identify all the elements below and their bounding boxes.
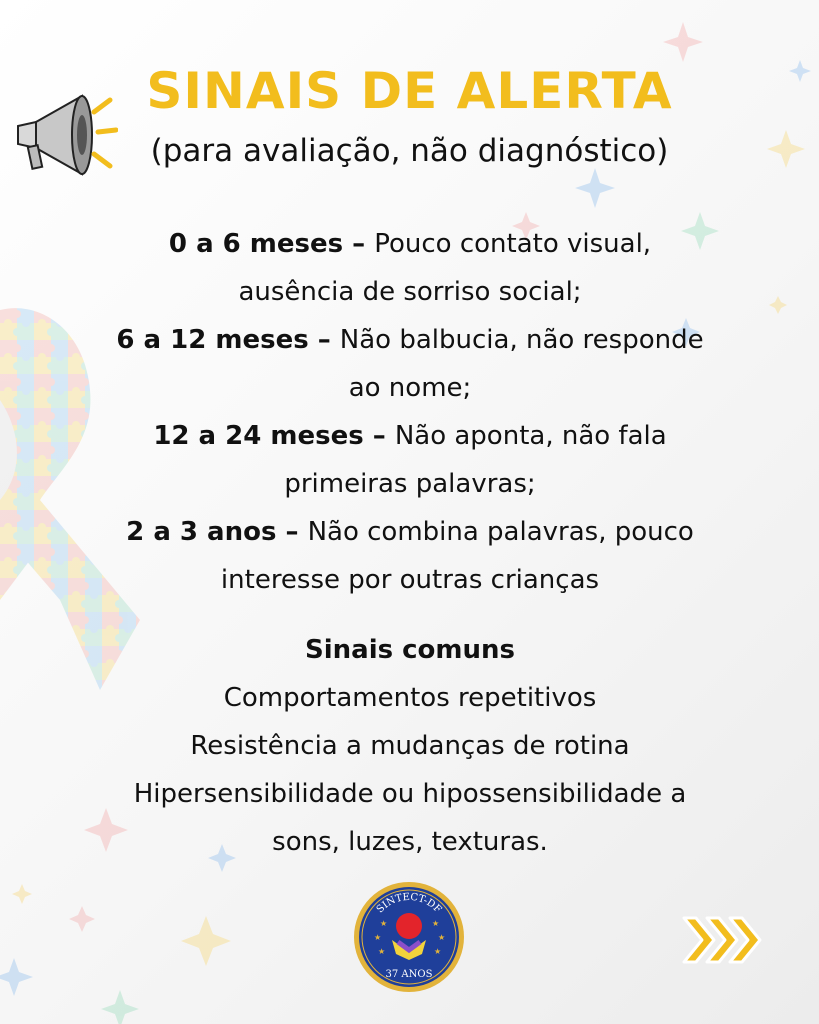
common-sign-line: Hipersensibilidade ou hipossensibilidade a: [133, 779, 687, 809]
milestone-item: [60, 316, 760, 412]
svg-text:★: ★: [380, 919, 388, 928]
milestone-text-cont: ao nome;: [348, 373, 472, 403]
svg-text:★: ★: [438, 933, 446, 942]
svg-text:★: ★: [378, 947, 386, 956]
milestone-text: Pouco contato visual,: [374, 229, 652, 259]
milestone-item: [60, 220, 760, 316]
milestone-age: 2 a 3 anos: [126, 517, 277, 547]
common-signs-heading: Sinais comuns: [305, 635, 515, 665]
milestone-age: 6 a 12 meses: [116, 325, 309, 355]
milestone-item: [60, 412, 760, 508]
milestone-text: Não combina palavras, pouco: [307, 517, 694, 547]
milestone-text: Não aponta, não fala: [394, 421, 667, 451]
chevrons-right-icon[interactable]: [680, 912, 768, 968]
page-title: SINAIS DE ALERTA: [146, 62, 673, 120]
logo-top-text: SINTECT-DF: [374, 891, 444, 916]
milestone-separator: –: [276, 517, 308, 547]
common-sign-line: Resistência a mudanças de rotina: [190, 731, 630, 761]
milestone-text-cont: ausência de sorriso social;: [238, 277, 582, 307]
svg-text:★: ★: [434, 947, 442, 956]
common-sign-line: Comportamentos repetitivos: [223, 683, 597, 713]
milestone-separator: –: [363, 421, 395, 451]
sintect-df-logo: [352, 880, 466, 994]
milestone-text: Não balbucia, não responde: [339, 325, 704, 355]
milestone-separator: –: [343, 229, 375, 259]
common-sign-line: sons, luzes, texturas.: [272, 827, 548, 857]
page-subtitle: (para avaliação, não diagnóstico): [150, 133, 669, 169]
milestones-list: [60, 220, 760, 604]
milestone-age: 0 a 6 meses: [168, 229, 344, 259]
svg-text:★: ★: [432, 919, 440, 928]
svg-text:★: ★: [374, 933, 382, 942]
milestone-text-cont: interesse por outras crianças: [220, 565, 600, 595]
logo-bottom-text: 37 ANOS: [385, 969, 433, 980]
milestone-age: 12 a 24 meses: [153, 421, 364, 451]
milestone-separator: –: [308, 325, 340, 355]
milestone-item: [60, 508, 760, 604]
common-signs-section: [60, 626, 760, 866]
milestone-text-cont: primeiras palavras;: [284, 469, 536, 499]
